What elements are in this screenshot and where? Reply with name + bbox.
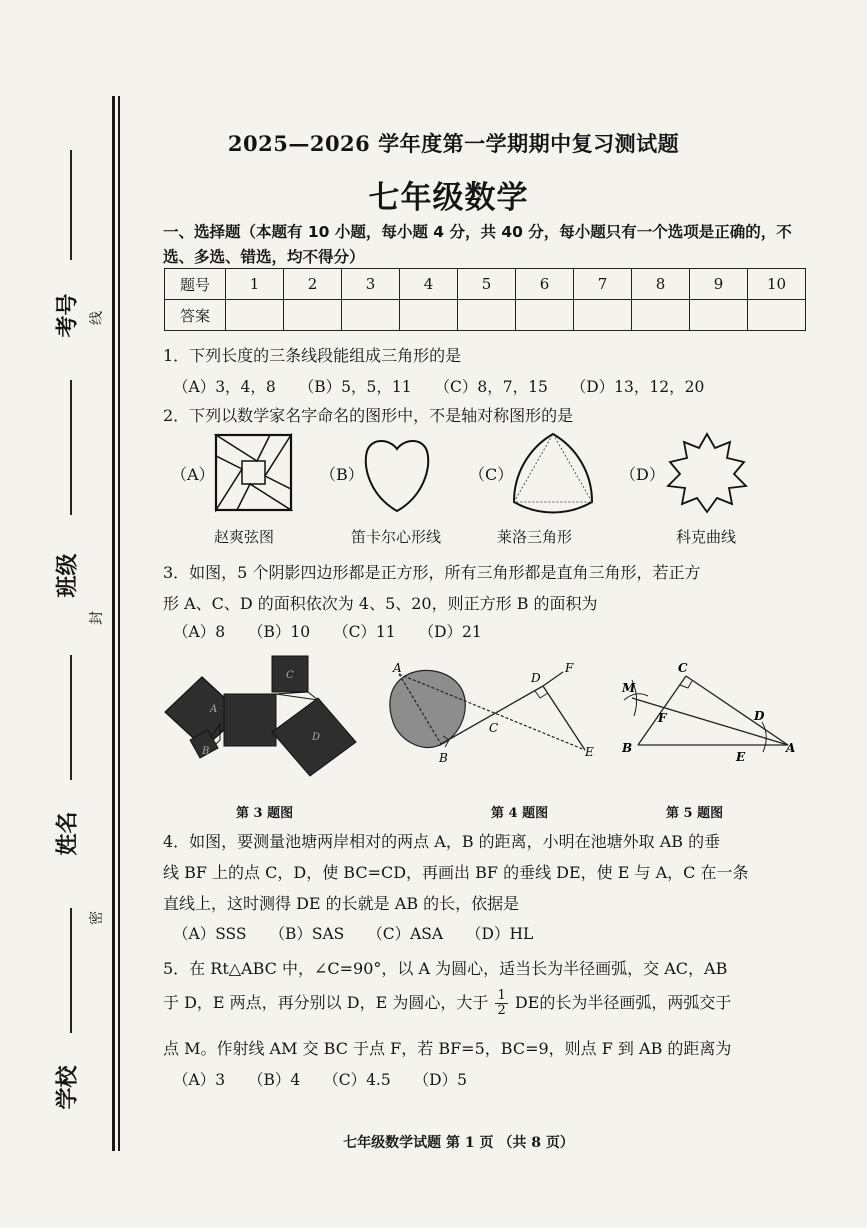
table-row (165, 300, 806, 331)
question-number-cell: 5 (458, 269, 516, 300)
question-5-line2-part-b: DE的长为半径画弧，两弧交于 (514, 993, 732, 1012)
seal-mark-mi: 密 (89, 911, 105, 925)
option-d: （D）5 (413, 1071, 467, 1089)
option-a: （A）3，4，8 (173, 378, 276, 396)
option-a: （A）SSS (173, 925, 247, 943)
option-d: （D）13，12，20 (570, 378, 705, 396)
question-5-line2 (163, 987, 818, 1018)
fraction-denominator: 2 (497, 1003, 506, 1018)
fig5-label-d: D (754, 709, 765, 723)
seal-mark-feng: 封 (89, 611, 105, 625)
question-number-cell: 1 (226, 269, 284, 300)
name-label: 姓名 (55, 811, 81, 856)
page-footer: 七年级数学试题 第 1 页 （共 8 页） (343, 1135, 574, 1151)
question-1-options (173, 375, 722, 397)
binding-thin-line (118, 96, 120, 1151)
question-number-cell: 4 (400, 269, 458, 300)
question-2-stem: 2．下列以数学家名字命名的图形中，不是轴对称图形的是 (163, 406, 574, 425)
question-4-line3: 直线上，这时测得 DE 的长就是 AB 的长，依据是 (163, 894, 520, 913)
answer-cell[interactable] (226, 300, 284, 331)
option-d: （D）HL (466, 925, 534, 943)
fig4-label-e: E (585, 745, 594, 759)
q2-letter-a: （A） (171, 465, 215, 484)
option-b: （B）SAS (269, 925, 345, 943)
caption-d: 科克曲线 (676, 528, 737, 546)
question-1-stem: 1．下列长度的三条线段能组成三角形的是 (163, 346, 462, 365)
subject-title: 七年级数学 (368, 180, 529, 216)
fig5-label-c: C (678, 661, 688, 675)
caption-c: 莱洛三角形 (497, 528, 573, 546)
option-a: （A）3 (173, 1071, 226, 1089)
figure-3-caption: 第 3 题图 (236, 806, 294, 821)
school-blank (70, 908, 72, 1033)
figure-5-caption: 第 5 题图 (666, 806, 724, 821)
one-half-fraction (495, 989, 507, 1018)
exam-title: 2025—2026 学年度第一学期期中复习测试题 (227, 131, 680, 156)
question-4-line2: 线 BF 上的点 C，D，使 BC=CD，再画出 BF 的垂线 DE，使 E 与 A，C 在一条 (163, 863, 749, 882)
q2-letter-d: （D） (620, 465, 665, 484)
koch-snowflake (662, 430, 752, 516)
table-header-cell: 答案 (165, 300, 226, 331)
fig5-label-f: F (658, 711, 667, 725)
question-5-line2-part-a: 于 D，E 两点，再分别以 D，E 为圆心，大于 (163, 993, 489, 1012)
caption-b: 笛卡尔心形线 (351, 528, 442, 546)
question-3-options (173, 620, 500, 642)
question-5-line1: 5．在 Rt△ABC 中，∠C=90°，以 A 为圆心，适当长为半径画弧，交 AC，AB (163, 959, 728, 978)
answer-cell[interactable] (400, 300, 458, 331)
exam-number-label: 考号 (55, 293, 81, 338)
option-c: （C）ASA (367, 925, 444, 943)
table-header-cell: 题号 (165, 269, 226, 300)
caption-a: 赵爽弦图 (214, 528, 275, 546)
question-3-line1: 3．如图，5 个阴影四边形都是正方形，所有三角形都是直角三角形，若正方 (163, 563, 701, 582)
question-number-cell: 10 (748, 269, 806, 300)
answer-cell[interactable] (516, 300, 574, 331)
answer-cell[interactable] (342, 300, 400, 331)
fig5-label-b: B (622, 741, 633, 755)
answer-cell[interactable] (632, 300, 690, 331)
answer-cell[interactable] (690, 300, 748, 331)
figure-4 (385, 658, 610, 773)
question-number-cell: 8 (632, 269, 690, 300)
fraction-numerator: 1 (497, 988, 506, 1003)
question-number-cell: 2 (284, 269, 342, 300)
fig5-label-m: M (622, 681, 636, 695)
fig3-label-a: A (210, 704, 218, 715)
fig5-label-e: E (736, 750, 746, 764)
class-blank (70, 380, 72, 515)
option-c: （C）4.5 (323, 1071, 391, 1089)
q2-letter-c: （C） (469, 465, 514, 484)
cardioid-curve (362, 435, 432, 515)
figure-4-caption: 第 4 题图 (491, 806, 549, 821)
question-5-line3: 点 M。作射线 AM 交 BC 于点 F，若 BF=5，BC=9，则点 F 到 AB 的距离为 (163, 1039, 732, 1058)
q2-letter-b: （B） (320, 465, 364, 484)
binding-thick-line (112, 96, 115, 1151)
option-a: （A）8 (173, 623, 226, 641)
reuleaux-triangle (508, 430, 598, 516)
answer-table (164, 268, 806, 331)
question-number-cell: 6 (516, 269, 574, 300)
fig4-label-d: D (531, 671, 541, 685)
fig5-label-a: A (786, 741, 796, 755)
zhao-shuang-diagram (214, 433, 294, 513)
figure-5 (618, 660, 798, 775)
option-c: （C）8，7，15 (434, 378, 548, 396)
figure-3 (160, 652, 365, 782)
fig4-label-a: A (393, 661, 402, 675)
name-blank (70, 655, 72, 780)
question-number-cell: 9 (690, 269, 748, 300)
section-heading: 一、选择题（本题有 10 小题，每小题 4 分，共 40 分，每小题只有一个选项是正确的，不选、多选、错选，均不得分） (163, 223, 792, 266)
class-label: 班级 (55, 553, 81, 598)
fig3-label-b: B (202, 746, 210, 757)
fig4-label-c: C (489, 721, 499, 735)
answer-cell[interactable] (458, 300, 516, 331)
fig4-label-f: F (565, 661, 574, 675)
answer-cell[interactable] (748, 300, 806, 331)
question-4-options (173, 922, 551, 944)
question-4-line1: 4．如图，要测量池塘两岸相对的两点 A，B 的距离，小明在池塘外取 AB 的垂 (163, 832, 721, 851)
question-3-line2: 形 A、C、D 的面积依次为 4、5、20，则正方形 B 的面积为 (163, 594, 598, 613)
question-number-cell: 3 (342, 269, 400, 300)
option-b: （B）10 (248, 623, 311, 641)
table-row (165, 269, 806, 300)
option-b: （B）5，5，11 (298, 378, 412, 396)
seal-mark-xian: 线 (89, 311, 105, 325)
option-d: （D）21 (418, 623, 482, 641)
option-b: （B）4 (248, 1071, 301, 1089)
option-c: （C）11 (333, 623, 396, 641)
fig3-label-c: C (286, 670, 294, 681)
fig4-label-b: B (439, 751, 448, 765)
answer-cell[interactable] (284, 300, 342, 331)
school-label: 学校 (55, 1065, 81, 1110)
answer-cell[interactable] (574, 300, 632, 331)
fig3-label-d: D (312, 732, 321, 743)
question-5-options (173, 1068, 485, 1090)
question-number-cell: 7 (574, 269, 632, 300)
